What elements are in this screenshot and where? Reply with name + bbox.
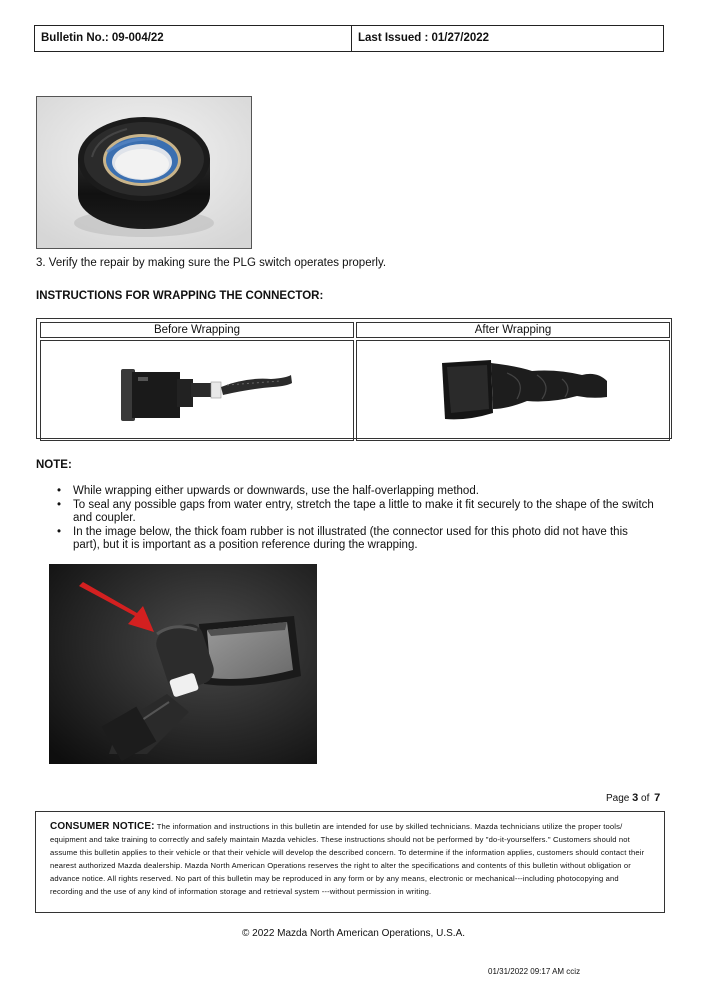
foam-rubber-position-photo [49, 564, 317, 764]
notes-list [57, 485, 657, 553]
last-issued-date: Last Issued : 01/27/2022 [358, 32, 490, 44]
bulletin-number: Bulletin No.: 09-004/22 [35, 26, 352, 51]
list-item: • While wrapping either upwards or downwards, use the half-overlapping method. [57, 485, 479, 497]
note-heading: NOTE: [36, 459, 72, 471]
connector-before-wrapping-photo [41, 341, 353, 435]
instructions-heading: INSTRUCTIONS FOR WRAPPING THE CONNECTOR: [36, 290, 324, 302]
copyright-line: © 2022 Mazda North American Operations, U.S.A. [241, 928, 466, 939]
before-wrapping-header: Before Wrapping [40, 322, 354, 338]
bullet-icon: • [57, 485, 62, 497]
bulletin-header [34, 25, 664, 52]
list-item: • To seal any possible gaps from water entry, stretch the tape a little to make it fit securely to the shape of the switch and coupler. [57, 498, 654, 524]
step-3-text: 3. Verify the repair by making sure the PLG switch operates properly. [36, 257, 387, 269]
page-number: Page 3 of 7 [606, 792, 661, 804]
bullet-icon: • [57, 498, 62, 511]
bullet-icon: • [57, 525, 62, 538]
consumer-notice-box [35, 811, 665, 913]
before-wrapping-cell [40, 340, 354, 441]
consumer-notice-body: The information and instructions in this bulletin are intended for use by skilled technicians. Mazda technicians utilize the proper tools/ equipment and take training to correctly and safely maintain Mazda vehicles. These instructions should not be performed by "do-it-yourselfers." Customers should not assume this bulletin applies to their vehicle or that their vehicle will develop the described concern. To determine if the information applies, customers should contact their nearest authorized Mazda dealership. Mazda North American Operations reserves the right to alter the specifications and contents of this bulletin without obligation or advance notice. All rights reserved. No part of this bulletin may be reproduced in any form or by any means, electronic or mechanical---including photocopying and recording and the use of any kind of information storage and retrieval system ---without permission in writing. [50, 822, 645, 896]
list-item: • In the image below, the thick foam rubber is not illustrated (the connector used for this photo did not have this part), but it is important as a position reference during the wrapping. [57, 525, 628, 551]
after-wrapping-cell [356, 340, 670, 441]
connector-after-wrapping-photo [357, 341, 669, 435]
wrapping-comparison-table [36, 318, 672, 439]
print-timestamp: 01/31/2022 09:17 AM cciz [488, 967, 581, 976]
consumer-notice-heading: CONSUMER NOTICE: [50, 821, 155, 832]
after-wrapping-header: After Wrapping [356, 322, 670, 338]
tape-roll-photo [36, 96, 252, 249]
